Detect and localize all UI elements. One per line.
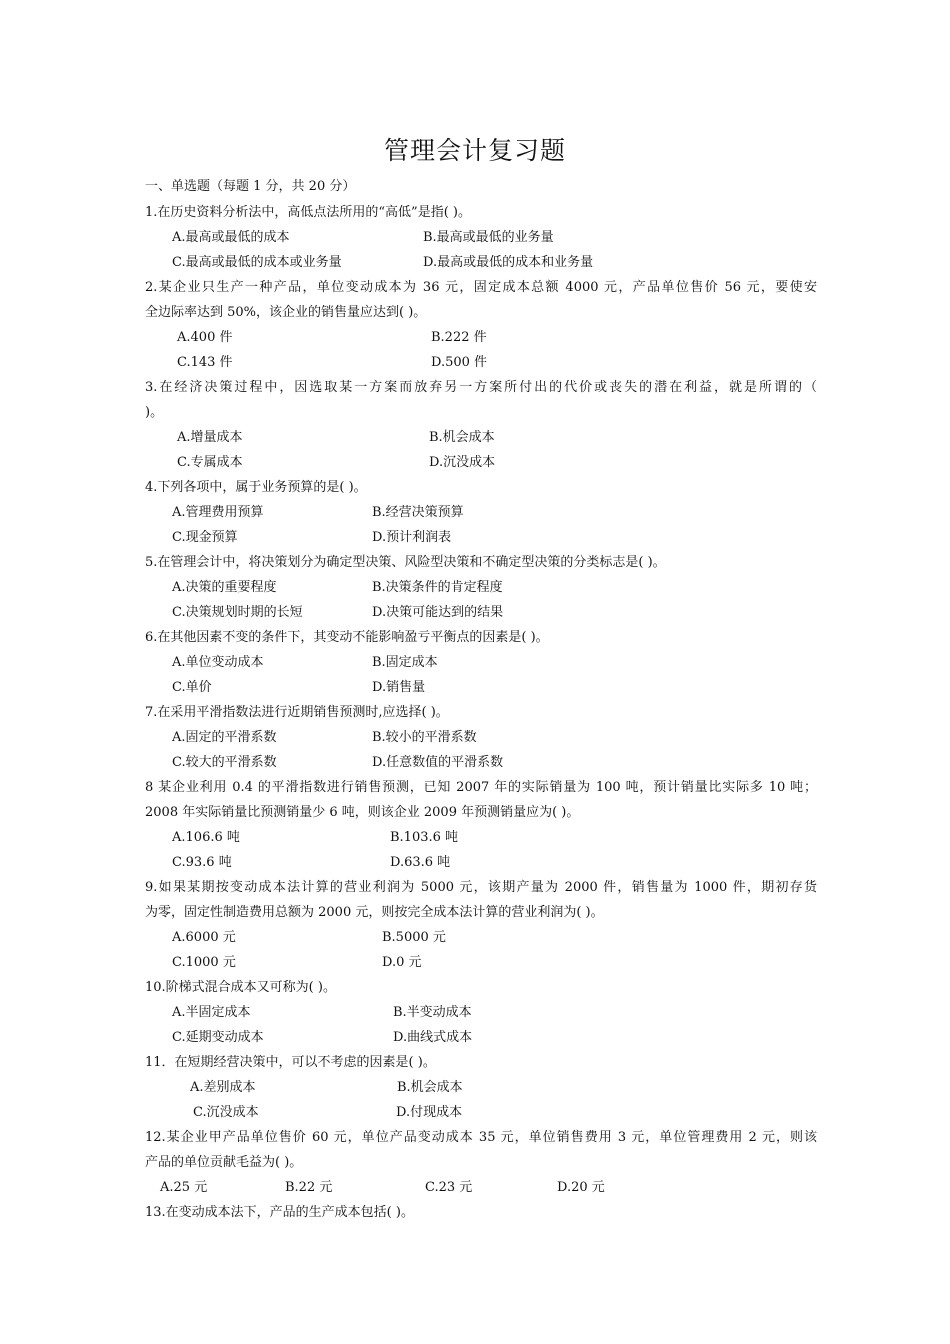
option-row [145, 1025, 817, 1050]
answer-option: D.销售量 [372, 680, 426, 695]
question-text: 9.如果某期按变动成本法计算的营业利润为 5000 元，该期产量为 2000 件，销售量为 1000 件，期初存货 [145, 880, 817, 895]
question-item [145, 700, 817, 775]
option-row [145, 325, 817, 350]
question-item [145, 1200, 817, 1225]
question-text: 4.下列各项中，属于业务预算的是( )。 [145, 480, 367, 495]
question-item [145, 375, 817, 475]
question-text: 为零，固定性制造费用总额为 2000 元，则按完全成本法计算的营业利润为( )。 [145, 905, 604, 920]
option-row [145, 250, 817, 275]
question-text: 12.某企业甲产品单位售价 60 元，单位产品变动成本 35 元，单位销售费用 3 元，单位管理费用 2 元，则该 [145, 1130, 817, 1145]
option-row [145, 725, 817, 750]
question-text: 8 某企业利用 0.4 的平滑指数进行销售预测，已知 2007 年的实际销量为 100 吨，预计销量比实际多 10 吨； [145, 780, 817, 795]
option-row [145, 1075, 817, 1100]
answer-option: A.半固定成本 [172, 1005, 251, 1020]
answer-option: C.1000 元 [172, 955, 236, 970]
question-text: 2.某企业只生产一种产品，单位变动成本为 36 元，固定成本总额 4000 元，产品单位售价 56 元，要使安 [145, 280, 817, 295]
answer-option: C.单价 [172, 680, 212, 695]
answer-option: D.付现成本 [396, 1105, 463, 1120]
answer-option: D.20 元 [557, 1180, 605, 1195]
answer-option: C.延期变动成本 [172, 1030, 264, 1045]
answer-option: A.最高或最低的成本 [172, 230, 290, 245]
answer-option: D.500 件 [431, 355, 488, 370]
answer-option: A.单位变动成本 [172, 655, 264, 670]
option-row [145, 825, 817, 850]
answer-option: B.固定成本 [372, 655, 438, 670]
question-text: 11．在短期经营决策中，可以不考虑的因素是( )。 [145, 1055, 436, 1070]
question-item [145, 875, 817, 975]
question-text: )。 [145, 405, 164, 420]
question-text: 5.在管理会计中，将决策划分为确定型决策、风险型决策和不确定型决策的分类标志是( )。 [145, 555, 666, 570]
answer-option: D.决策可能达到的结果 [372, 605, 504, 620]
answer-option: C.最高或最低的成本或业务量 [172, 255, 342, 270]
option-row [145, 225, 817, 250]
answer-option: A.增量成本 [177, 430, 243, 445]
answer-option: B.机会成本 [429, 430, 495, 445]
option-row [145, 1175, 817, 1200]
question-item [145, 275, 817, 375]
option-row [145, 500, 817, 525]
question-text: 7.在采用平滑指数法进行近期销售预测时,应选择( )。 [145, 705, 449, 720]
option-row [145, 675, 817, 700]
answer-option: B.最高或最低的业务量 [423, 230, 554, 245]
answer-option: A.差别成本 [190, 1080, 256, 1095]
answer-option: A.决策的重要程度 [172, 580, 277, 595]
question-item [145, 1050, 817, 1125]
question-item [145, 625, 817, 700]
option-row [145, 575, 817, 600]
question-item [145, 775, 817, 875]
question-item [145, 200, 817, 275]
answer-option: C.较大的平滑系数 [172, 755, 277, 770]
question-list [145, 200, 817, 1225]
option-row [145, 925, 817, 950]
answer-option: C.决策规划时期的长短 [172, 605, 303, 620]
question-text: 2008 年实际销量比预测销量少 6 吨，则该企业 2009 年预测销量应为( )。 [145, 805, 580, 820]
answer-option: B.决策条件的肯定程度 [372, 580, 503, 595]
question-text: 6.在其他因素不变的条件下，其变动不能影响盈亏平衡点的因素是( )。 [145, 630, 549, 645]
question-text: 3.在经济决策过程中，因选取某一方案而放弃另一方案所付出的代价或丧失的潜在利益，就是所谓的（ [145, 380, 817, 395]
answer-option: A.固定的平滑系数 [172, 730, 277, 745]
answer-option: D.任意数值的平滑系数 [372, 755, 504, 770]
answer-option: B.103.6 吨 [390, 830, 459, 845]
option-row [145, 600, 817, 625]
option-row [145, 1100, 817, 1125]
answer-option: C.93.6 吨 [172, 855, 232, 870]
answer-option: C.23 元 [425, 1180, 473, 1195]
option-row [145, 425, 817, 450]
question-item [145, 1125, 817, 1200]
answer-option: B.机会成本 [397, 1080, 463, 1095]
question-item [145, 975, 817, 1050]
answer-option: B.半变动成本 [393, 1005, 472, 1020]
answer-option: A.25 元 [160, 1180, 208, 1195]
answer-option: A.400 件 [177, 330, 233, 345]
option-row [145, 450, 817, 475]
question-item [145, 475, 817, 550]
answer-option: C.143 件 [177, 355, 233, 370]
answer-option: A.管理费用预算 [172, 505, 264, 520]
option-row [145, 350, 817, 375]
option-row [145, 750, 817, 775]
answer-option: B.5000 元 [382, 930, 446, 945]
answer-option: A.6000 元 [172, 930, 236, 945]
question-text: 13.在变动成本法下，产品的生产成本包括( )。 [145, 1205, 414, 1220]
option-row [145, 1000, 817, 1025]
option-row [145, 850, 817, 875]
answer-option: D.0 元 [382, 955, 422, 970]
answer-option: A.106.6 吨 [172, 830, 240, 845]
answer-option: B.222 件 [431, 330, 487, 345]
question-text: 10.阶梯式混合成本又可称为( )。 [145, 980, 336, 995]
answer-option: B.较小的平滑系数 [372, 730, 477, 745]
option-row [145, 525, 817, 550]
question-text: 1.在历史资料分析法中，高低点法所用的“高低”是指( )。 [145, 205, 471, 220]
question-text: 产品的单位贡献毛益为( )。 [145, 1155, 303, 1170]
question-text: 全边际率达到 50%，该企业的销售量应达到( )。 [145, 305, 427, 320]
page-title: 管理会计复习题 [383, 136, 566, 165]
answer-option: D.曲线式成本 [393, 1030, 473, 1045]
answer-option: D.最高或最低的成本和业务量 [423, 255, 594, 270]
answer-option: C.专属成本 [177, 455, 243, 470]
answer-option: C.现金预算 [172, 530, 238, 545]
option-row [145, 950, 817, 975]
answer-option: D.沉没成本 [429, 455, 496, 470]
answer-option: B.经营决策预算 [372, 505, 464, 520]
answer-option: D.63.6 吨 [390, 855, 451, 870]
answer-option: C.沉没成本 [193, 1105, 259, 1120]
option-row [145, 650, 817, 675]
question-item [145, 550, 817, 625]
answer-option: D.预计利润表 [372, 530, 452, 545]
section-heading: 一、单选题（每题 1 分，共 20 分） [145, 179, 356, 194]
answer-option: B.22 元 [285, 1180, 333, 1195]
